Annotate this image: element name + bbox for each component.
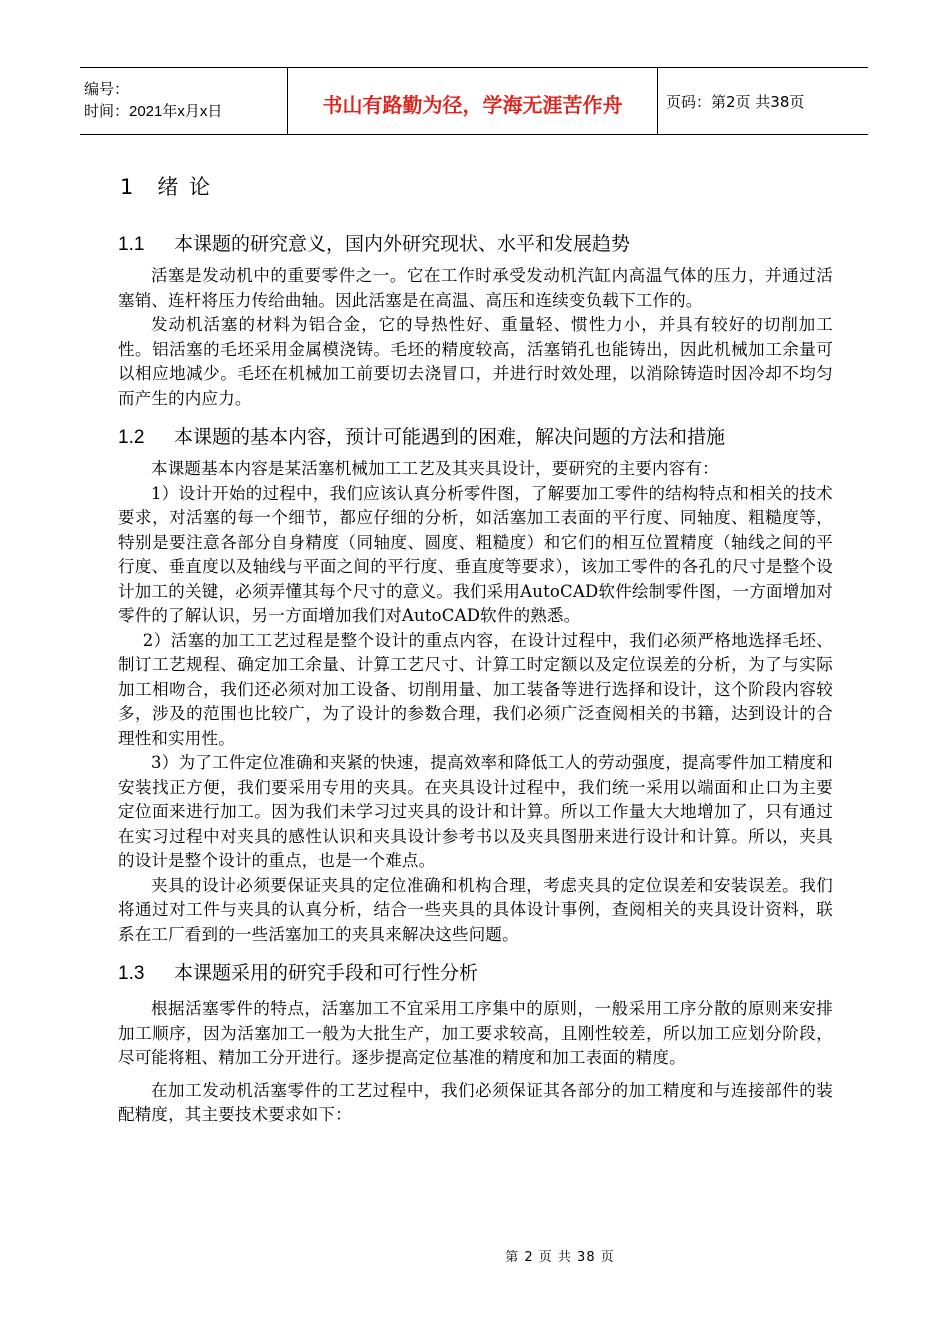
section-heading <box>118 224 833 264</box>
section-number: 1.2 <box>118 427 145 448</box>
paragraph: 根据活塞零件的特点，活塞加工不宜采用工序集中的原则，一般采用工序分散的原则来安排加工顺序，因为活塞加工一般为大批生产，加工要求较高，且刚性较差，所以加工应划分阶段，尽可能将粗、精加工分开进行。逐步提高定位基准的精度和加工表面的精度。 <box>118 999 833 1067</box>
section-heading <box>118 417 833 457</box>
header-page <box>658 68 868 134</box>
paragraph: 发动机活塞的材料为铝合金，它的导热性好、重量轻、惯性力小，并具有较好的切削加工性。铝活塞的毛坯采用金属模浇铸。毛坯的精度较高，活塞销孔也能铸出，因此机械加工余量可以相应地减少。毛坯在机械加工前要切去浇冒口，并进行时效处理，以消除铸造时因冷却不均匀而产生的内应力。 <box>118 315 833 408</box>
serial-label: 编号： <box>84 81 130 98</box>
motto-text: 书山有路勤为径，学海无涯苦作舟 <box>322 92 623 117</box>
section-title: 本课题的基本内容，预计可能遇到的困难，解决问题的方法和措施 <box>174 426 726 448</box>
header-motto <box>288 68 658 134</box>
chapter-title: 绪 论 <box>157 175 213 199</box>
paragraph: 在加工发动机活塞零件的工艺过程中，我们必须保证其各部分的加工精度和与连接部件的装配精度，其主要技术要求如下： <box>118 1080 833 1124</box>
paragraph: 本课题基本内容是某活塞机械加工工艺及其夹具设计，要研究的主要内容有： <box>151 459 719 478</box>
paragraph: 1）设计开始的过程中，我们应该认真分析零件图，了解要加工零件的结构特点和相关的技术要求，对活塞的每一个细节，都应仔细的分析，如活塞加工表面的平行度、同轴度、粗糙度等，特别是要注意各部分自身精度（同轴度、圆度、粗糙度）和它们的相互位置精度（轴线之间的平行度、垂直度以及轴线与平面之间的平行度、垂直度等要求），该加工零件的各孔的尺寸是整个设计加工的关键，必须弄懂其每个尺寸的意义。我们采用AutoCAD软件绘制零件图，一方面增加对零件的了解认识，另一方面增加我们对AutoCAD软件的熟悉。 <box>118 483 833 625</box>
header-meta <box>80 68 288 134</box>
section-number: 1.1 <box>118 234 145 255</box>
section-heading <box>118 953 833 993</box>
date-label: 时间：2021年x月x日 <box>84 103 223 120</box>
page-label: 页码：第2页 共38页 <box>666 92 805 111</box>
paragraph: 活塞是发动机中的重要零件之一。它在工作时承受发动机汽缸内高温气体的压力，并通过活塞销、连杆将压力传给曲轴。因此活塞是在高温、高压和连续变负载下工作的。 <box>118 266 833 310</box>
document-body <box>118 170 833 1128</box>
section-title: 本课题的研究意义，国内外研究现状、水平和发展趋势 <box>174 233 631 255</box>
paragraph: 2）活塞的加工工艺过程是整个设计的重点内容，在设计过程中，我们必须严格地选择毛坯、制订工艺规程、确定加工余量、计算工艺尺寸、计算工时定额以及定位误差的分析，为了与实际加工相吻合，我们还必须对加工设备、切削用量、加工装备等进行选择和设计，这个阶段内容较多，涉及的范围也比较广，为了设计的参数合理，我们必须广泛查阅相关的书籍，达到设计的合理性和实用性。 <box>118 630 833 748</box>
chapter-number: 1 <box>120 175 136 199</box>
section-title: 本课题采用的研究手段和可行性分析 <box>174 962 479 984</box>
page-footer <box>0 1246 950 1265</box>
section-number: 1.3 <box>118 963 145 984</box>
page-header <box>80 67 868 135</box>
chapter-heading <box>120 170 833 204</box>
footer-page-number: 第 2 页 共 38 页 <box>505 1250 615 1265</box>
paragraph: 夹具的设计必须要保证夹具的定位准确和机构合理，考虑夹具的定位误差和安装误差。我们将通过对工件与夹具的认真分析，结合一些夹具的具体设计事例，查阅相关的夹具设计资料，联系在工厂看到的一些活塞加工的夹具来解决这些问题。 <box>118 875 833 944</box>
paragraph: 3）为了工件定位准确和夹紧的快速，提高效率和降低工人的劳动强度，提高零件加工精度和安装找正方便，我们要采用专用的夹具。在夹具设计过程中，我们统一采用以端面和止口为主要定位面来进行加工。因为我们未学习过夹具的设计和计算。所以工作量大大地增加了，只有通过在实习过程中对夹具的感性认识和夹具设计参考书以及夹具图册来进行设计和计算。所以，夹具的设计是整个设计的重点，也是一个难点。 <box>118 753 833 870</box>
